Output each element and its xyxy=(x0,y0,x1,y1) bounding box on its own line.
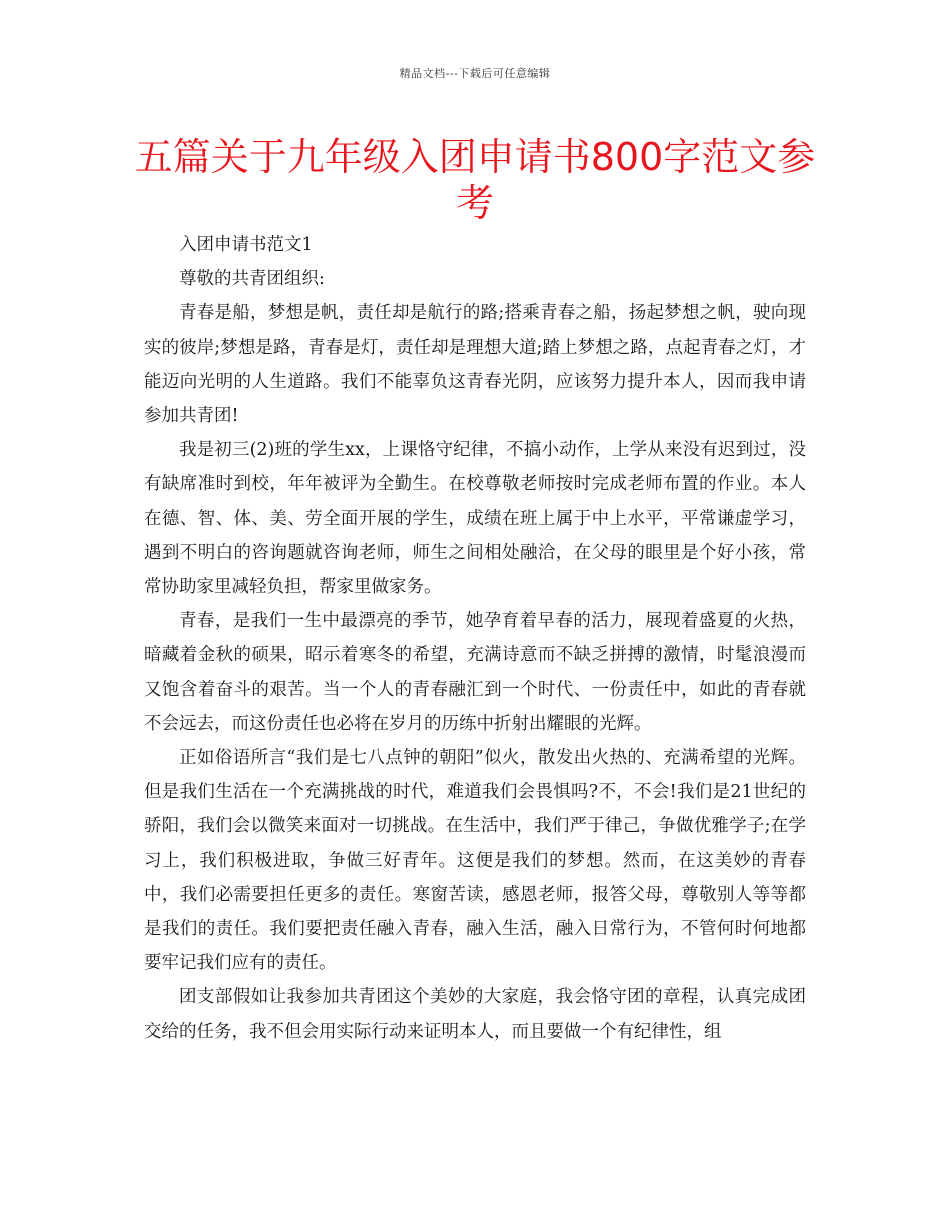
document-title: 五篇关于九年级入团申请书800字范文参考 xyxy=(134,135,816,225)
document-body xyxy=(144,228,806,1049)
paragraph: 团支部假如让我参加共青团这个美妙的大家庭，我会恪守团的章程，认真完成团交给的任务，我不但会用实际行动来证明本人，而且要做一个有纪律性，组 xyxy=(144,987,806,1042)
section-heading: 入团申请书范文1 xyxy=(179,235,313,255)
paragraph: 我是初三(2)班的学生xx，上课恪守纪律，不搞小动作，上学从来没有迟到过，没有缺席准时到校，年年被评为全勤生。在校尊敬老师按时完成老师布置的作业。本人在德、智、体、美、劳全面开展的学生，成绩在班上属于中上水平，平常谦虚学习，遇到不明白的咨询题就咨询老师，师生之间相处融洽，在父母的眼里是个好小孩，常常协助家里减轻负担，帮家里做家务。 xyxy=(144,440,806,598)
paragraph: 青春，是我们一生中最漂亮的季节，她孕育着早春的活力，展现着盛夏的火热，暗藏着金秋的硕果，昭示着寒冬的希望，充满诗意而不缺乏拼搏的激情，时髦浪漫而又饱含着奋斗的艰苦。当一个人的青春融汇到一个时代、一份责任中，如此的青春就不会远去，而这份责任也必将在岁月的历练中折射出耀眼的光辉。 xyxy=(144,611,806,734)
salutation: 尊敬的共青团组织: xyxy=(179,269,325,290)
paragraph: 正如俗语所言“我们是七八点钟的朝阳”似火，散发出火热的、充满希望的光辉。但是我们生活在一个充满挑战的时代，难道我们会畏惧吗?不，不会!我们是21世纪的骄阳，我们会以微笑来面对一切挑战。在生活中，我们严于律己，争做优雅学子;在学习上，我们积极进取，争做三好青年。这便是我们的梦想。然而，在这美妙的青春中，我们必需要担任更多的责任。寒窗苦读，感恩老师，报答父母，尊敬别人等等都是我们的责任。我们要把责任融入青春，融入生活，融入日常行为，不管何时何地都要牢记我们应有的责任。 xyxy=(144,748,806,974)
paragraph: 青春是船，梦想是帆，责任却是航行的路;搭乘青春之船，扬起梦想之帆，驶向现实的彼岸;梦想是路，青春是灯，责任却是理想大道;踏上梦想之路，点起青春之灯，才能迈向光明的人生道路。我们不能辜负这青春光阴，应该努力提升本人，因而我申请参加共青团! xyxy=(144,303,806,427)
header-note: 精品文档---下载后可任意编辑 xyxy=(399,67,551,80)
